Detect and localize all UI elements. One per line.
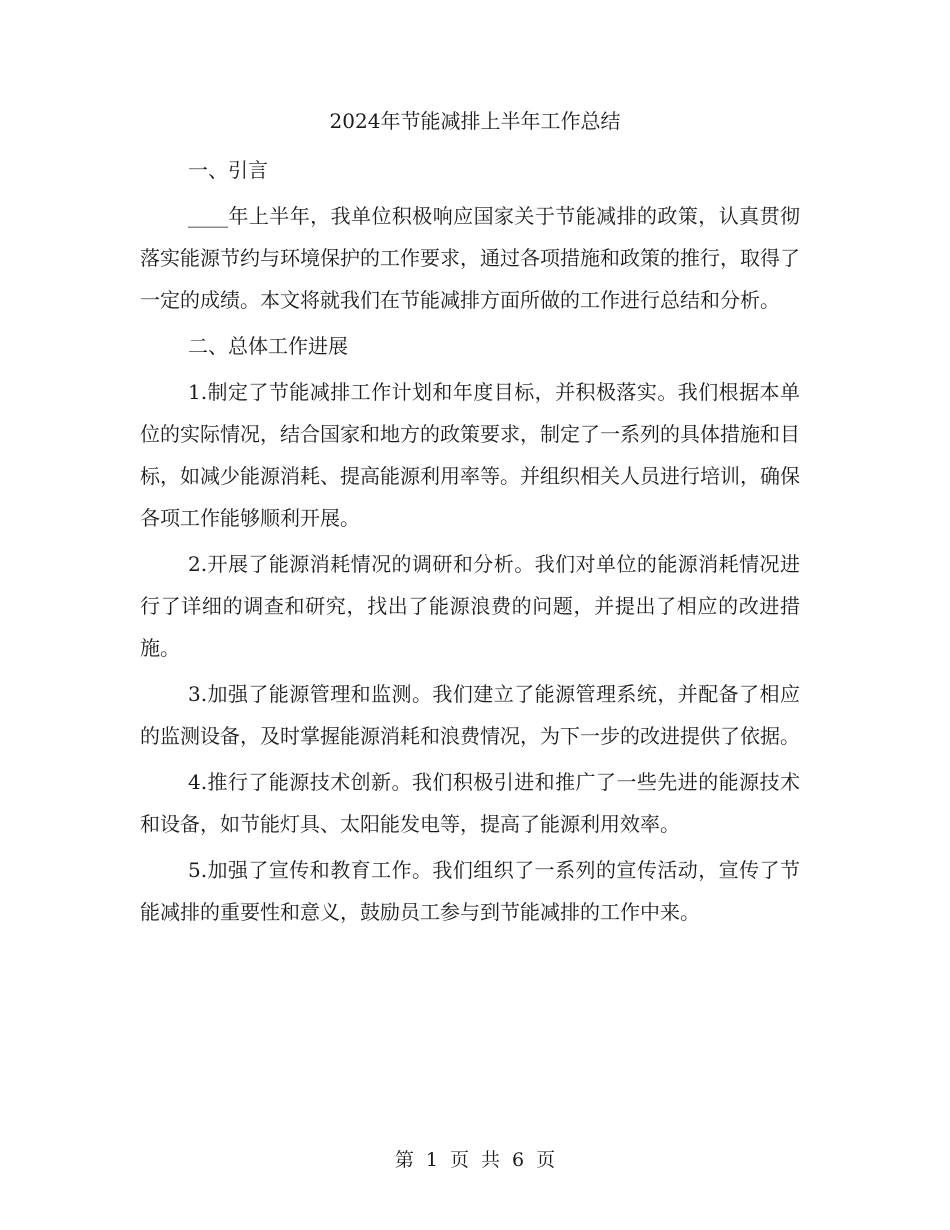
document-title: 2024年节能减排上半年工作总结 — [329, 109, 621, 133]
paragraph-item-4: 4.推行了能源技术创新。我们积极引进和推广了一些先进的能源技术和设备，如节能灯具、太阳能发电等，提高了能源利用效率。 — [140, 770, 800, 836]
page-number-footer: 第 1 页 共 6 页 — [394, 1149, 556, 1171]
document-body — [140, 149, 800, 937]
paragraph-item-3: 3.加强了能源管理和监测。我们建立了能源管理系统，并配备了相应的监测设备，及时掌握能源消耗和浪费情况，为下一步的改进提供了依据。 — [140, 682, 800, 748]
paragraph-introduction: ____年上半年，我单位积极响应国家关于节能减排的政策，认真贯彻落实能源节约与环境保护的工作要求，通过各项措施和政策的推行，取得了一定的成绩。本文将就我们在节能减排方面所做的工作进行总结和分析。 — [140, 204, 800, 312]
section-heading-progress: 二、总体工作进展 — [188, 334, 348, 358]
paragraph-item-1: 1.制定了节能减排工作计划和年度目标，并积极落实。我们根据本单位的实际情况，结合国家和地方的政策要求，制定了一系列的具体措施和目标，如减少能源消耗、提高能源利用率等。并组织相关人员进行培训，确保各项工作能够顺利开展。 — [140, 380, 800, 530]
section-heading-introduction: 一、引言 — [188, 158, 268, 182]
paragraph-item-5: 5.加强了宣传和教育工作。我们组织了一系列的宣传活动，宣传了节能减排的重要性和意义，鼓励员工参与到节能减排的工作中来。 — [140, 858, 800, 924]
paragraph-item-2: 2.开展了能源消耗情况的调研和分析。我们对单位的能源消耗情况进行了详细的调查和研究，找出了能源浪费的问题，并提出了相应的改进措施。 — [140, 552, 800, 660]
